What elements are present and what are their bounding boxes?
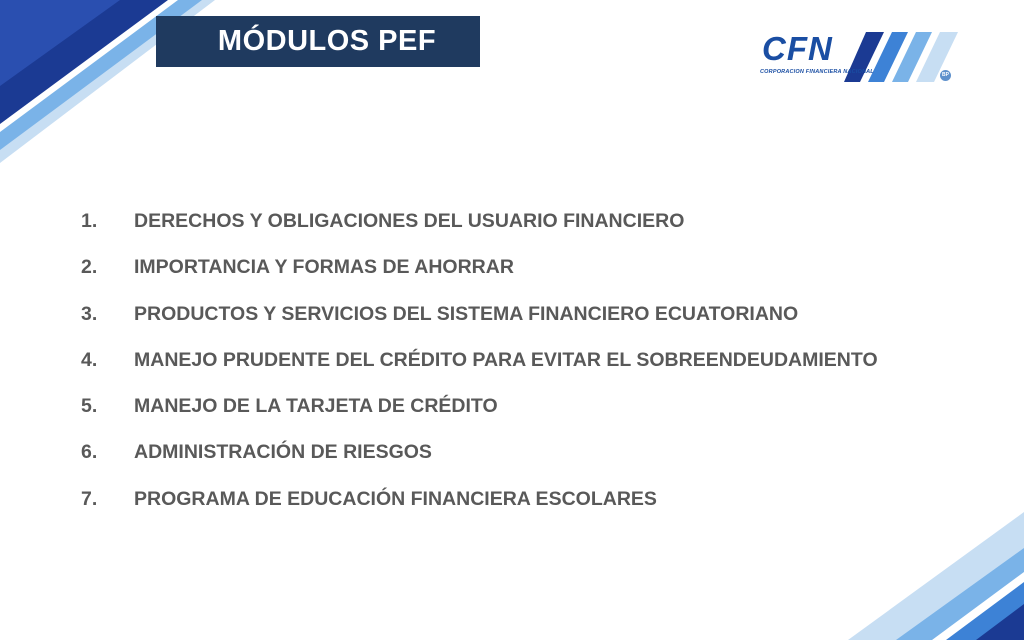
list-item: [81, 349, 878, 395]
page-title: MÓDULOS PEF: [217, 25, 437, 57]
list-item-label: IMPORTANCIA Y FORMAS DE AHORRAR: [134, 256, 514, 279]
logo-badge: BP: [940, 70, 951, 81]
list-item-number: 4.: [81, 348, 98, 371]
list-item-number: 5.: [81, 395, 98, 418]
list-item: [81, 441, 878, 487]
modules-list: [81, 210, 878, 534]
list-item: [81, 303, 878, 349]
list-item-number: 2.: [81, 256, 98, 279]
list-item: [81, 210, 878, 256]
list-item: [81, 395, 878, 441]
logo-subtitle: CORPORACION FINANCIERA NACIONAL: [760, 69, 874, 75]
list-item-number: 7.: [81, 487, 98, 510]
list-item-number: 6.: [81, 441, 98, 464]
list-item-label: PROGRAMA DE EDUCACIÓN FINANCIERA ESCOLARES: [134, 487, 657, 510]
cfn-logo: [754, 28, 964, 88]
list-item-number: 1.: [81, 210, 98, 232]
list-item-label: MANEJO DE LA TARJETA DE CRÉDITO: [134, 395, 498, 418]
logo-wordmark: CFN: [762, 30, 833, 67]
list-item: [81, 488, 878, 534]
title-banner: [156, 16, 480, 67]
list-item: [81, 256, 878, 302]
list-item-label: MANEJO PRUDENTE DEL CRÉDITO PARA EVITAR EL SOBREENDEUDAMIENTO: [134, 348, 878, 371]
list-item-label: PRODUCTOS Y SERVICIOS DEL SISTEMA FINANCIERO ECUATORIANO: [134, 302, 799, 325]
list-item-label: DERECHOS Y OBLIGACIONES DEL USUARIO FINANCIERO: [134, 210, 685, 232]
list-item-number: 3.: [81, 302, 98, 325]
list-item-label: ADMINISTRACIÓN DE RIESGOS: [134, 441, 432, 464]
